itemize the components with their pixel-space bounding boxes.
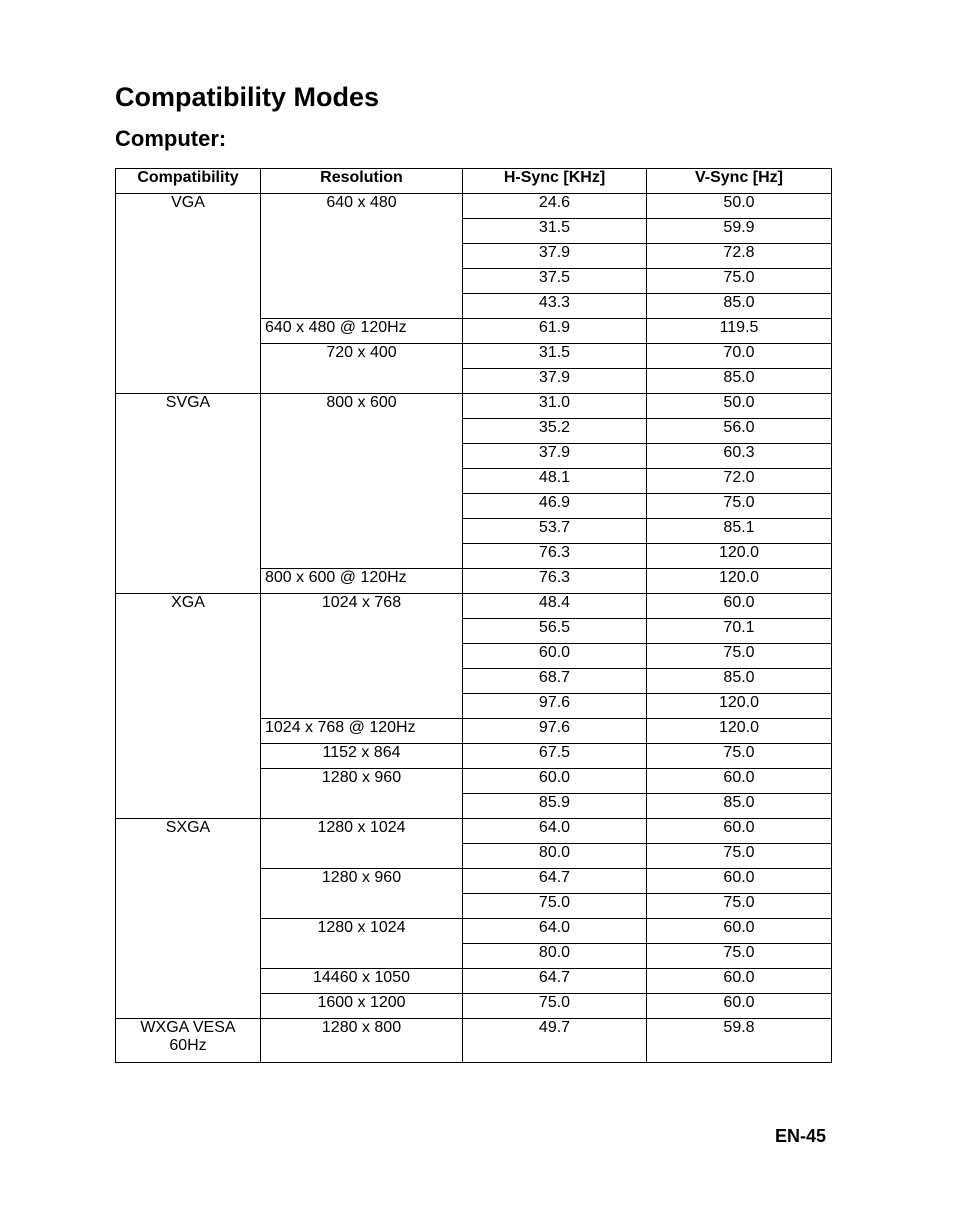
vsync-cell: 120.0 <box>647 544 832 569</box>
table-row <box>116 394 832 419</box>
table-row <box>116 194 832 219</box>
resolution-cell: 1280 x 1024 <box>261 819 463 869</box>
vsync-cell: 59.8 <box>647 1019 832 1063</box>
hsync-cell: 64.7 <box>463 969 647 994</box>
hsync-cell: 80.0 <box>463 844 647 869</box>
hsync-cell: 75.0 <box>463 994 647 1019</box>
vsync-cell: 75.0 <box>647 269 832 294</box>
hsync-cell: 64.0 <box>463 819 647 844</box>
header-hsync: H-Sync [KHz] <box>463 169 647 194</box>
hsync-cell: 37.5 <box>463 269 647 294</box>
hsync-cell: 56.5 <box>463 619 647 644</box>
hsync-cell: 60.0 <box>463 644 647 669</box>
vsync-cell: 70.1 <box>647 619 832 644</box>
hsync-cell: 31.0 <box>463 394 647 419</box>
vsync-cell: 120.0 <box>647 694 832 719</box>
hsync-cell: 75.0 <box>463 894 647 919</box>
vsync-cell: 75.0 <box>647 944 832 969</box>
vsync-cell: 60.0 <box>647 994 832 1019</box>
compatibility-cell: WXGA VESA 60Hz <box>116 1019 261 1063</box>
resolution-cell: 800 x 600 <box>261 394 463 569</box>
hsync-cell: 43.3 <box>463 294 647 319</box>
compatibility-cell: VGA <box>116 194 261 394</box>
vsync-cell: 85.0 <box>647 794 832 819</box>
vsync-cell: 75.0 <box>647 494 832 519</box>
vsync-cell: 119.5 <box>647 319 832 344</box>
resolution-cell: 1600 x 1200 <box>261 994 463 1019</box>
compatibility-cell: SVGA <box>116 394 261 594</box>
hsync-cell: 76.3 <box>463 544 647 569</box>
vsync-cell: 60.0 <box>647 819 832 844</box>
table-header-row <box>116 169 832 194</box>
page-title: Compatibility Modes <box>115 82 380 112</box>
vsync-cell: 75.0 <box>647 844 832 869</box>
resolution-cell: 1280 x 960 <box>261 869 463 919</box>
vsync-cell: 70.0 <box>647 344 832 369</box>
resolution-cell: 1024 x 768 <box>261 594 463 719</box>
hsync-cell: 31.5 <box>463 344 647 369</box>
vsync-cell: 56.0 <box>647 419 832 444</box>
vsync-cell: 120.0 <box>647 569 832 594</box>
hsync-cell: 48.4 <box>463 594 647 619</box>
hsync-cell: 37.9 <box>463 444 647 469</box>
hsync-cell: 85.9 <box>463 794 647 819</box>
resolution-cell: 640 x 480 @ 120Hz <box>261 319 463 344</box>
vsync-cell: 72.0 <box>647 469 832 494</box>
vsync-cell: 60.0 <box>647 919 832 944</box>
vsync-cell: 50.0 <box>647 194 832 219</box>
hsync-cell: 76.3 <box>463 569 647 594</box>
resolution-cell: 1280 x 960 <box>261 769 463 819</box>
resolution-cell: 14460 x 1050 <box>261 969 463 994</box>
vsync-cell: 75.0 <box>647 744 832 769</box>
vsync-cell: 60.0 <box>647 969 832 994</box>
resolution-cell: 640 x 480 <box>261 194 463 319</box>
vsync-cell: 59.9 <box>647 219 832 244</box>
hsync-cell: 97.6 <box>463 719 647 744</box>
vsync-cell: 60.0 <box>647 769 832 794</box>
resolution-cell: 1024 x 768 @ 120Hz <box>261 719 463 744</box>
hsync-cell: 60.0 <box>463 769 647 794</box>
hsync-cell: 80.0 <box>463 944 647 969</box>
vsync-cell: 120.0 <box>647 719 832 744</box>
resolution-cell: 800 x 600 @ 120Hz <box>261 569 463 594</box>
hsync-cell: 64.7 <box>463 869 647 894</box>
page-number: EN-45 <box>775 1126 827 1146</box>
table-row <box>116 819 832 844</box>
vsync-cell: 60.3 <box>647 444 832 469</box>
vsync-cell: 85.0 <box>647 294 832 319</box>
hsync-cell: 64.0 <box>463 919 647 944</box>
vsync-cell: 75.0 <box>647 894 832 919</box>
hsync-cell: 48.1 <box>463 469 647 494</box>
hsync-cell: 46.9 <box>463 494 647 519</box>
hsync-cell: 61.9 <box>463 319 647 344</box>
header-vsync: V-Sync [Hz] <box>647 169 832 194</box>
hsync-cell: 49.7 <box>463 1019 647 1063</box>
vsync-cell: 75.0 <box>647 644 832 669</box>
vsync-cell: 85.0 <box>647 369 832 394</box>
hsync-cell: 97.6 <box>463 694 647 719</box>
table-row <box>116 594 832 619</box>
header-resolution: Resolution <box>261 169 463 194</box>
compatibility-cell: XGA <box>116 594 261 819</box>
section-subtitle: Computer: <box>115 126 227 151</box>
hsync-cell: 35.2 <box>463 419 647 444</box>
vsync-cell: 50.0 <box>647 394 832 419</box>
hsync-cell: 68.7 <box>463 669 647 694</box>
resolution-cell: 1280 x 1024 <box>261 919 463 969</box>
resolution-cell: 720 x 400 <box>261 344 463 394</box>
table-body <box>116 194 832 1063</box>
hsync-cell: 24.6 <box>463 194 647 219</box>
compatibility-cell: SXGA <box>116 819 261 1019</box>
header-compatibility: Compatibility <box>116 169 261 194</box>
vsync-cell: 72.8 <box>647 244 832 269</box>
vsync-cell: 60.0 <box>647 869 832 894</box>
resolution-cell: 1152 x 864 <box>261 744 463 769</box>
hsync-cell: 31.5 <box>463 219 647 244</box>
vsync-cell: 60.0 <box>647 594 832 619</box>
hsync-cell: 37.9 <box>463 369 647 394</box>
table-row <box>116 1019 832 1063</box>
compatibility-table <box>115 168 832 1063</box>
vsync-cell: 85.1 <box>647 519 832 544</box>
hsync-cell: 67.5 <box>463 744 647 769</box>
resolution-cell: 1280 x 800 <box>261 1019 463 1063</box>
vsync-cell: 85.0 <box>647 669 832 694</box>
hsync-cell: 37.9 <box>463 244 647 269</box>
hsync-cell: 53.7 <box>463 519 647 544</box>
